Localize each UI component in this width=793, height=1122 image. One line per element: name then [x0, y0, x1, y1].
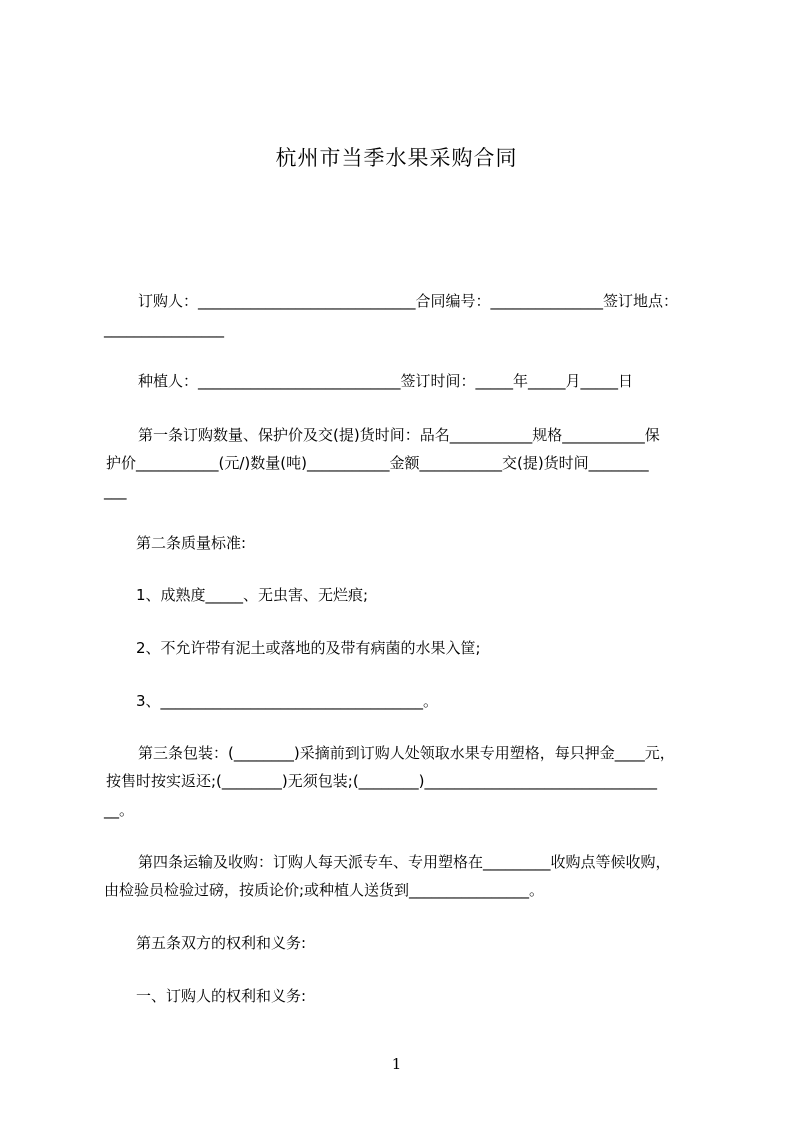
page-title: 杭州市当季水果采购合同 — [275, 146, 518, 170]
text-line-article3: 第三条包装：(________)采摘前到订购人处领取水果专用塑格，每只押金____元， — [138, 744, 675, 762]
text-line-grower: 种植人：___________________________签订时间：_____年_____月_____日 — [138, 372, 634, 390]
text-line-article1-end: ___ — [104, 482, 127, 500]
page-number: 1 — [391, 1055, 402, 1073]
text-line-article1: 第一条订购数量、保护价及交(提)货时间：品名___________规格___________保 — [138, 426, 660, 444]
text-line-quality-3: 3、___________________________________。 — [136, 692, 439, 710]
text-line-buyer-cont: ________________ — [104, 320, 224, 338]
text-line-article5: 第五条双方的权利和义务: — [136, 934, 307, 952]
text-line-article4-cont: 由检验员检验过磅，按质论价;或种植人送货到________________。 — [104, 881, 545, 899]
text-line-buyer-rights: 一、订购人的权利和义务: — [136, 987, 307, 1005]
text-line-article3-cont: 按售时按实返还;(________)无须包装;(________)_______________________________ — [106, 772, 658, 790]
text-line-article2: 第二条质量标准: — [136, 534, 247, 552]
text-line-article4: 第四条运输及收购：订购人每天派专车、专用塑格在_________收购点等候收购， — [138, 853, 671, 871]
text-line-quality-2: 2、不允许带有泥土或落地的及带有病菌的水果入筐; — [136, 639, 481, 657]
text-line-article1-cont: 护价___________(元/)数量(吨)___________金额___________交(提)货时间________ — [106, 454, 649, 472]
text-line-buyer: 订购人：_____________________________合同编号：_______________签订地点： — [138, 292, 679, 310]
text-line-quality-1: 1、成熟度_____、无虫害、无烂痕; — [136, 586, 369, 604]
text-line-article3-end: __。 — [104, 801, 135, 819]
